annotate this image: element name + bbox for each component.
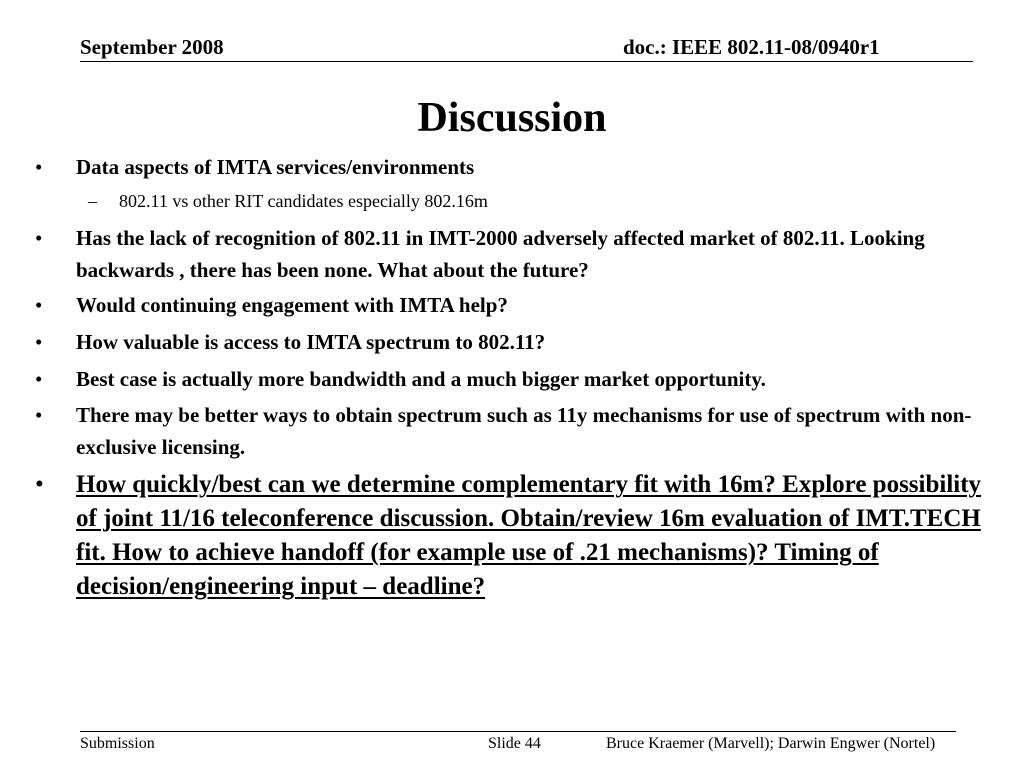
bullet-text: Has the lack of recognition of 802.11 in IMT-2000 adversely affected market of 802.11. Looking backwards , there has been none. What about the future?	[76, 226, 925, 282]
footer-submission: Submission	[80, 735, 155, 752]
bullet-marker: •	[35, 155, 43, 179]
bullet-marker: •	[35, 367, 43, 391]
bullet-marker: •	[35, 330, 43, 354]
bullet-item	[76, 326, 986, 358]
bullet-item-highlight	[76, 468, 986, 604]
bullet-text-underlined: How quickly/best can we determine complementary fit with 16m? Explore possibility of joint 11/16 teleconference discussion. Obtain/review 16m evaluation of IMT.TECH fit. How to achieve handoff (for example use of .21 mechanisms)? Timing of decision/engineering input – deadline?	[76, 471, 982, 600]
slide-title: Discussion	[417, 95, 607, 141]
bullet-item	[76, 222, 986, 286]
sub-bullet-marker: –	[88, 191, 97, 211]
footer-authors: Bruce Kraemer (Marvell); Darwin Engwer (Nortel)	[606, 735, 936, 752]
bullet-text: How valuable is access to IMTA spectrum to 802.11?	[76, 330, 546, 354]
bullet-marker: •	[35, 471, 44, 498]
bullet-text: There may be better ways to obtain spectrum such as 11y mechanisms for use of spectrum with non-exclusive licensing.	[76, 403, 972, 459]
bullet-text: Would continuing engagement with IMTA help?	[76, 293, 508, 317]
footer-slide-number: Slide 44	[488, 735, 541, 752]
bullet-item	[76, 289, 986, 321]
bullet-item	[76, 363, 986, 395]
bullet-item	[76, 399, 986, 463]
bullet-item	[76, 151, 986, 183]
bullet-text: Data aspects of IMTA services/environments	[76, 155, 475, 179]
sub-bullet-text: 802.11 vs other RIT candidates especially 802.16m	[119, 191, 488, 211]
header-doc-id: doc.: IEEE 802.11-08/0940r1	[623, 35, 880, 59]
bullet-marker: •	[35, 226, 43, 250]
bullet-text: Best case is actually more bandwidth and a much bigger market opportunity.	[76, 367, 766, 391]
bullet-marker: •	[35, 293, 43, 317]
header-date: September 2008	[80, 35, 224, 59]
footer-divider	[80, 731, 956, 732]
bullet-marker: •	[35, 403, 43, 427]
